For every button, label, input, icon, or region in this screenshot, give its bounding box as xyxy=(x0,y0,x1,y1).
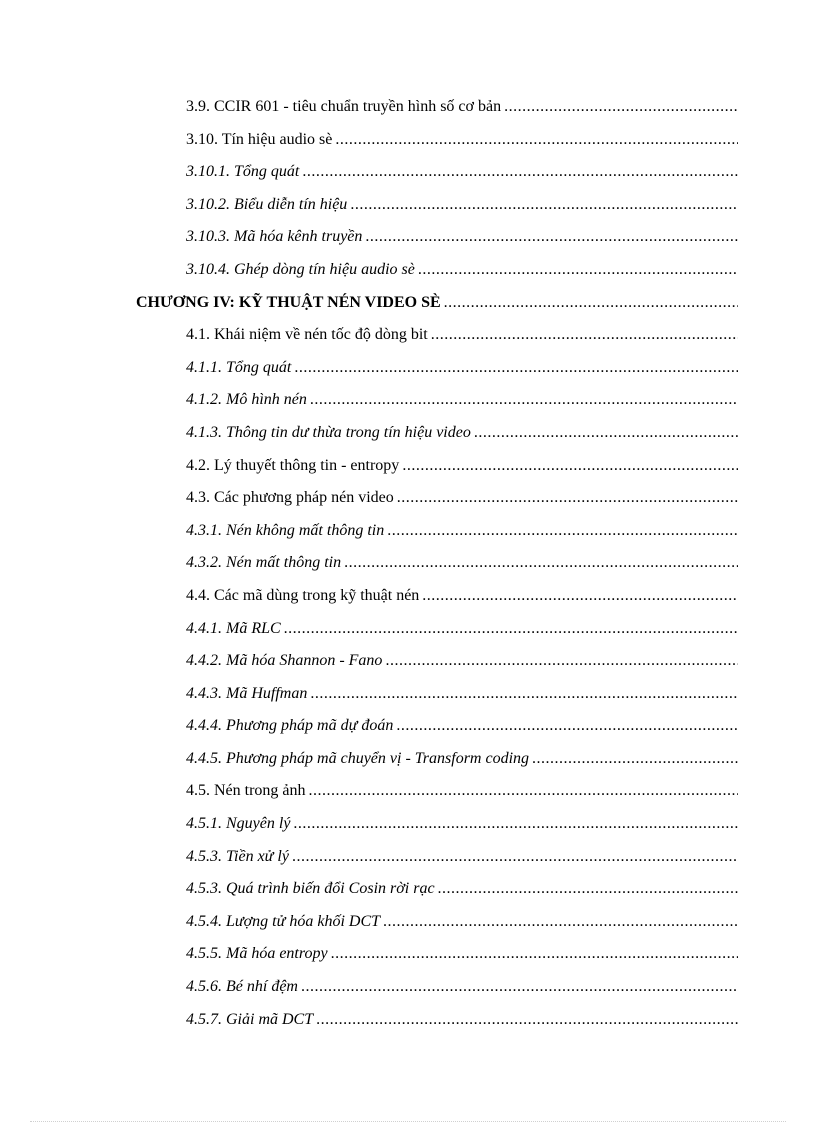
toc-entry xyxy=(186,645,738,678)
toc-entry-label: 4.4.4. Phương pháp mã dự đoán xyxy=(186,717,394,735)
dot-leader xyxy=(350,189,738,222)
toc-entry xyxy=(186,906,738,939)
toc-entry xyxy=(186,547,738,580)
dot-leader xyxy=(310,678,738,711)
dot-leader xyxy=(474,417,738,450)
toc-entry xyxy=(186,189,738,222)
toc-entry-label: 4.5.1. Nguyên lý xyxy=(186,815,291,833)
toc-entry-label: 4.5.5. Mã hóa entropy xyxy=(186,945,328,963)
dot-leader xyxy=(344,547,738,580)
toc-entry-label: 4.1.3. Thông tin dư thừa trong tín hiệu video xyxy=(186,423,471,441)
toc-entry-label: 4.4. Các mã dùng trong kỹ thuật nén xyxy=(186,586,420,604)
toc-entry-label: 3.10. Tín hiệu audio sè xyxy=(186,130,333,148)
dot-leader xyxy=(284,613,738,646)
toc-entry xyxy=(186,515,738,548)
dot-leader xyxy=(310,384,738,417)
toc-entry-label: 4.4.5. Phương pháp mã chuyển vị - Transform coding xyxy=(186,749,530,767)
toc-entry xyxy=(186,254,738,287)
toc-entry-label: 4.1.2. Mô hình nén xyxy=(186,391,307,409)
toc-entry-label: CHƯƠNG IV: KỸ THUẬT NÉN VIDEO SÈ xyxy=(136,293,441,311)
toc-entry-label: 4.5.7. Giải mã DCT xyxy=(186,1010,314,1028)
dot-leader xyxy=(365,221,738,254)
toc-entry-label: 4.5.3. Quá trình biến đổi Cosin rời rạc xyxy=(186,880,435,898)
toc-entry xyxy=(186,743,738,776)
toc-entry-label: 3.10.1. Tổng quát xyxy=(186,163,300,181)
toc-entry xyxy=(186,156,738,189)
toc-entry-label: 4.4.2. Mã hóa Shannon - Fano xyxy=(186,652,383,670)
toc-entry-label: 4.3.1. Nén không mất thông tin xyxy=(186,521,385,539)
toc-entry xyxy=(186,873,738,906)
dot-leader xyxy=(397,482,738,515)
toc-entry xyxy=(186,775,738,808)
toc-entry-label: 4.3. Các phương pháp nén video xyxy=(186,489,394,507)
page-bottom-divider xyxy=(30,1121,786,1122)
toc-entry xyxy=(186,91,738,124)
toc-entry xyxy=(186,417,738,450)
toc-entry-label: 4.3.2. Nén mất thông tin xyxy=(186,554,342,572)
toc-entry xyxy=(186,352,738,385)
dot-leader xyxy=(385,645,738,678)
dot-leader xyxy=(294,352,738,385)
toc-entry-label: 3.10.2. Biểu diễn tín hiệu xyxy=(186,195,348,213)
toc-entry xyxy=(186,938,738,971)
toc-entry xyxy=(186,808,738,841)
dot-leader xyxy=(383,906,738,939)
toc-entry-label: 4.1. Khái niệm về nén tốc độ dòng bit xyxy=(186,326,428,344)
toc-entry xyxy=(186,124,738,157)
toc-chapter-heading xyxy=(136,287,738,320)
toc-entry xyxy=(186,841,738,874)
toc-entry xyxy=(186,1004,738,1037)
toc-entry-label: 3.9. CCIR 601 - tiêu chuẩn truyền hình số cơ bản xyxy=(186,98,502,115)
toc-entry-label: 4.5. Nén trong ảnh xyxy=(186,782,306,800)
dot-leader xyxy=(387,515,738,548)
dot-leader xyxy=(504,91,738,124)
dot-leader xyxy=(402,450,738,483)
dot-leader xyxy=(418,254,738,287)
toc-entry xyxy=(186,613,738,646)
toc-entry xyxy=(186,221,738,254)
dot-leader xyxy=(444,287,738,320)
dot-leader xyxy=(396,710,738,743)
toc-entry-label: 4.4.3. Mã Huffman xyxy=(186,684,308,702)
toc-entry-label: 4.5.6. Bé nhí đệm xyxy=(186,978,298,996)
dot-leader xyxy=(316,1004,738,1037)
toc-entry-label: 4.4.1. Mã RLC xyxy=(186,619,281,637)
dot-leader xyxy=(292,841,738,874)
table-of-contents xyxy=(0,91,816,1036)
toc-entry-label: 4.1.1. Tổng quát xyxy=(186,358,292,376)
dot-leader xyxy=(431,319,738,352)
toc-entry xyxy=(186,384,738,417)
toc-entry-label: 4.5.4. Lượng tử hóa khối DCT xyxy=(186,912,381,930)
dot-leader xyxy=(309,775,738,808)
toc-entry xyxy=(186,580,738,613)
toc-entry xyxy=(186,450,738,483)
toc-entry-label: 3.10.3. Mã hóa kênh truyền xyxy=(186,228,363,246)
dot-leader xyxy=(438,873,738,906)
dot-leader xyxy=(302,156,738,189)
dot-leader xyxy=(301,971,738,1004)
dot-leader xyxy=(532,743,738,776)
toc-entry xyxy=(186,971,738,1004)
dot-leader xyxy=(422,580,738,613)
dot-leader xyxy=(331,938,738,971)
dot-leader xyxy=(335,124,738,157)
toc-entry-label: 3.10.4. Ghép dòng tín hiệu audio sè xyxy=(186,260,415,278)
toc-entry xyxy=(186,319,738,352)
toc-entry xyxy=(186,710,738,743)
dot-leader xyxy=(293,808,738,841)
toc-entry-label: 4.2. Lý thuyết thông tin - entropy xyxy=(186,456,400,474)
toc-entry xyxy=(186,678,738,711)
toc-entry xyxy=(186,482,738,515)
toc-entry-label: 4.5.3. Tiền xử lý xyxy=(186,847,289,865)
